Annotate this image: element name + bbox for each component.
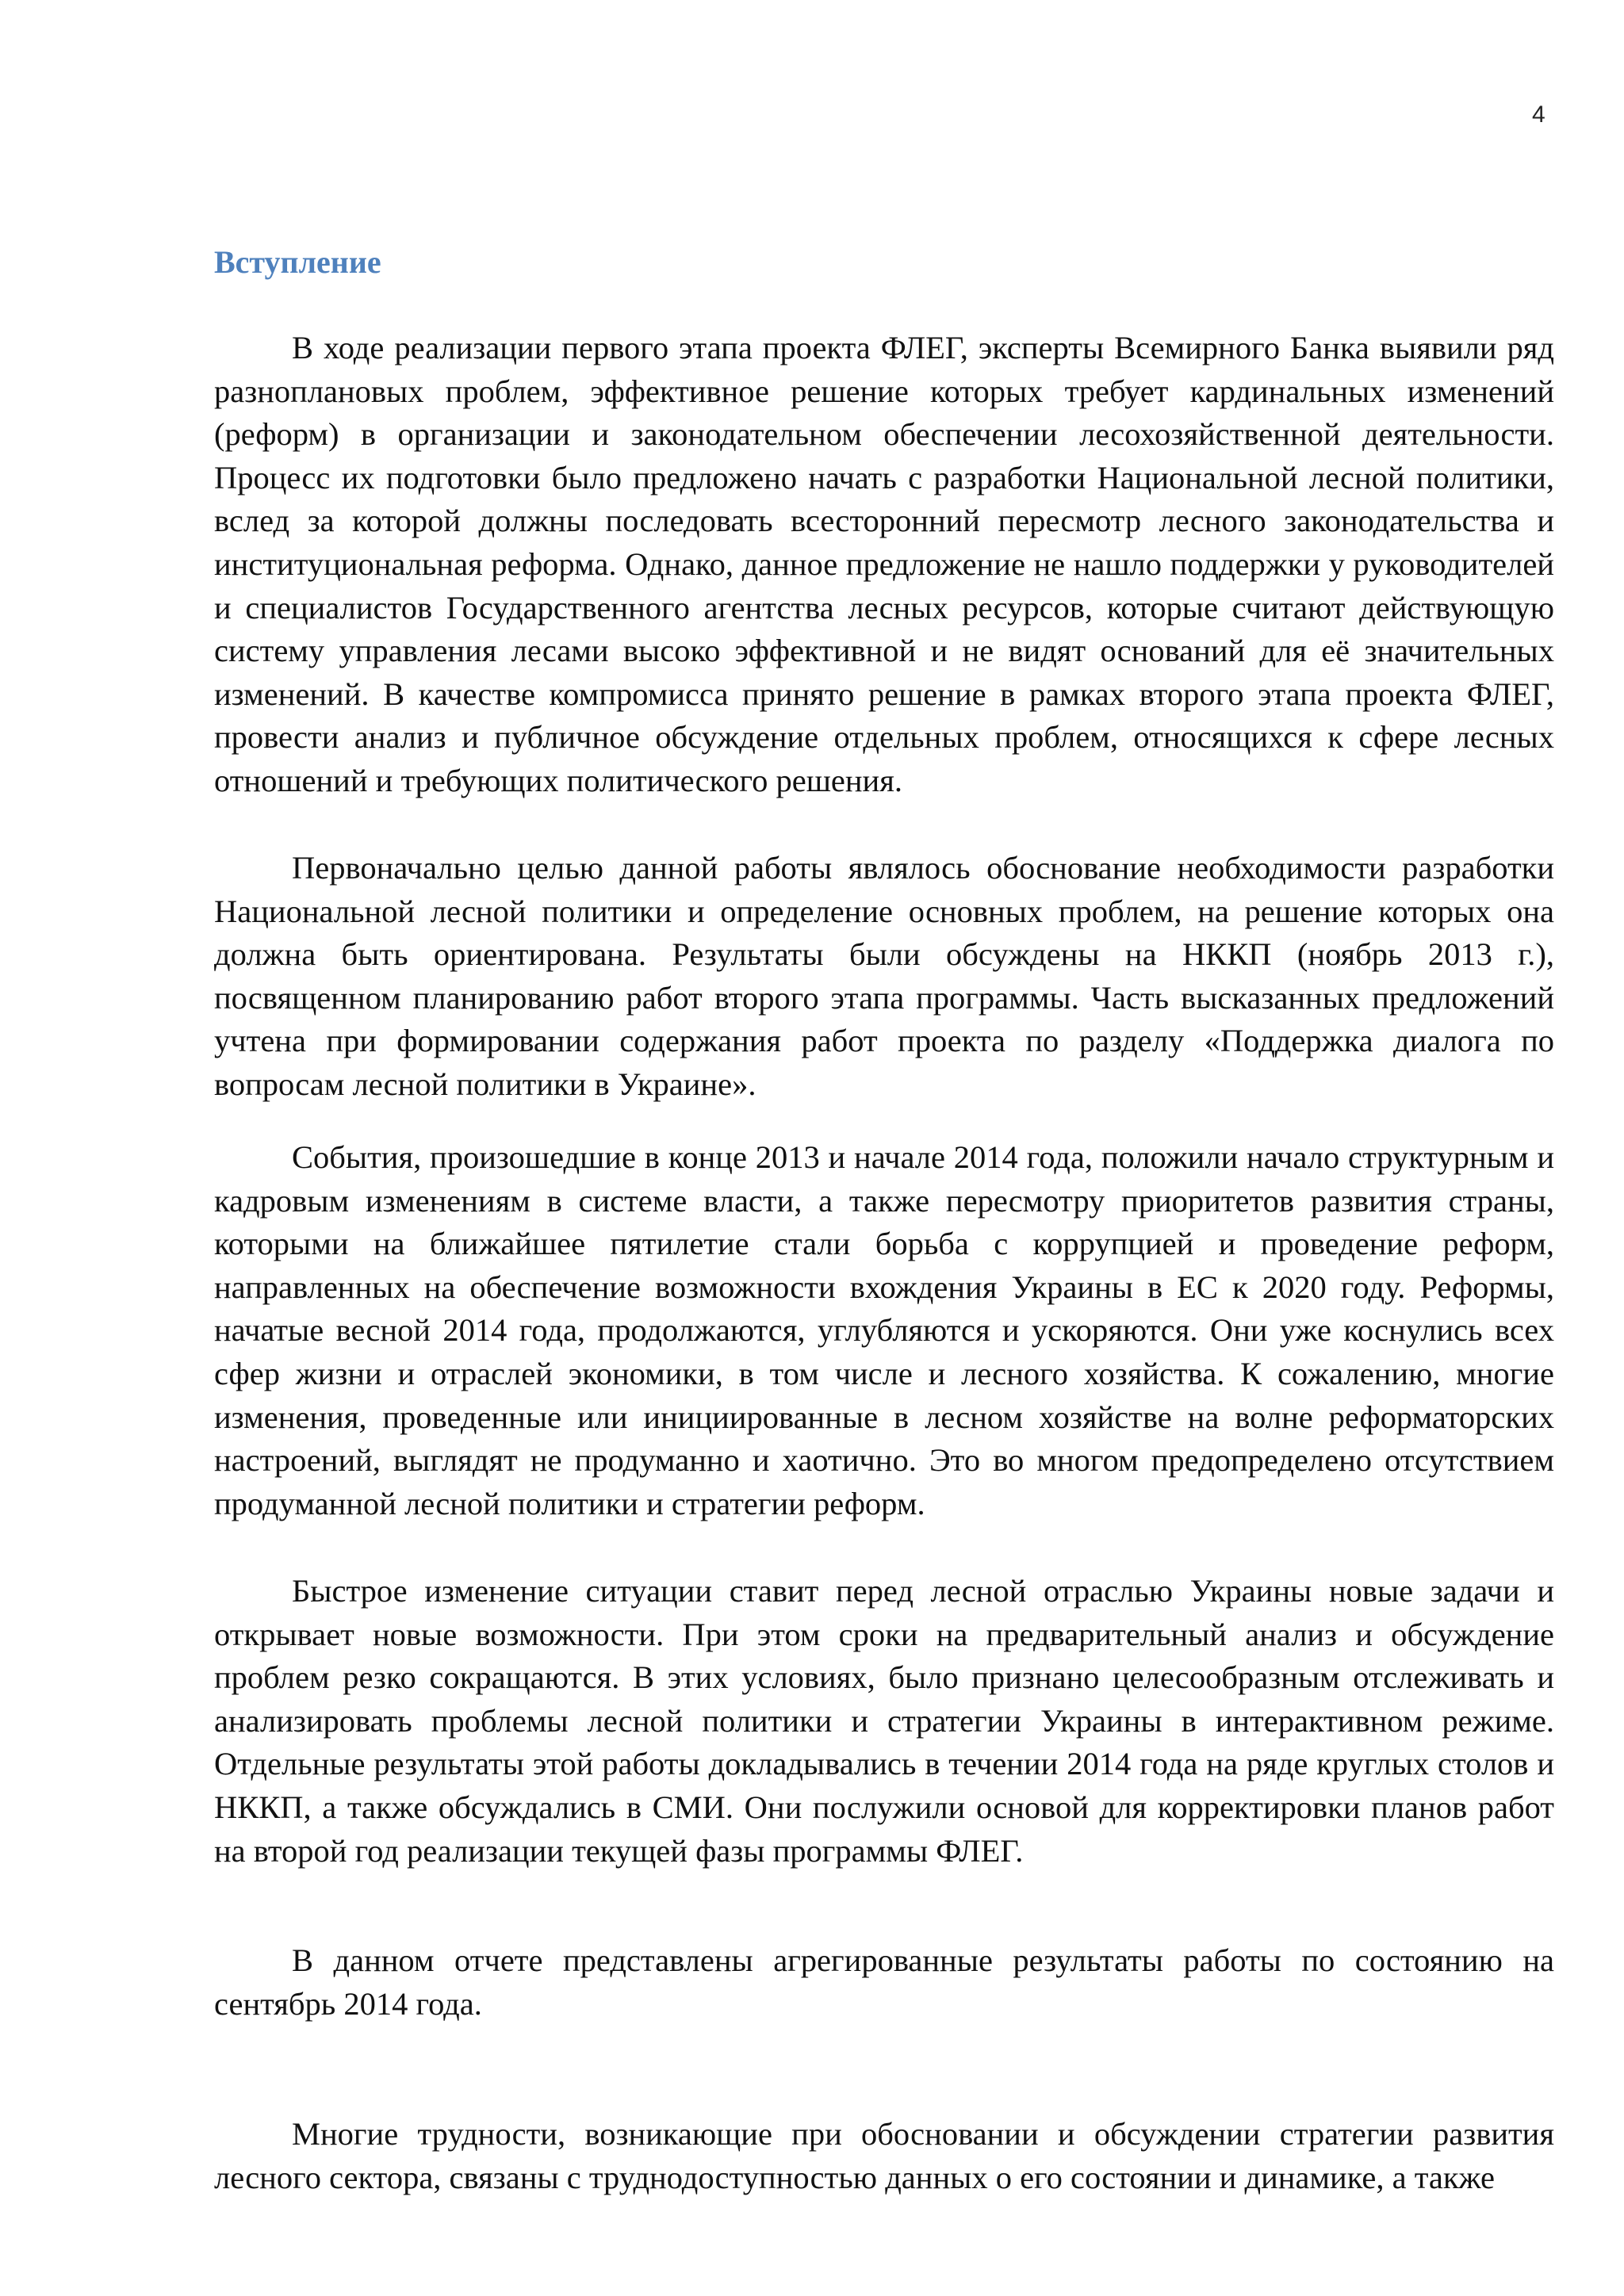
- paragraph-text: Первоначально целью данной работы являлось обоснование необходимости разработки Национальной лесной политики и определение основных проблем, на решение которых она должна быть ориентирована. Результаты были обсуждены на НККП (ноябрь 2013 г.), посвященном планированию работ второго этапа программы. Часть высказанных предложений учтена при формировании содержания работ проекта по разделу «Поддержка диалога по вопросам лесной политики в Украине».: [214, 850, 1554, 1102]
- paragraph-3: [214, 1136, 1554, 1525]
- paragraph-text: События, произошедшие в конце 2013 и начале 2014 года, положили начало структурным и кадровым изменениям в системе власти, а также пересмотру приоритетов развития страны, которыми на ближайшее пятилетие стали борьба с коррупцией и проведение реформ, направленных на обеспечение возможности вхождения Украины в ЕС к 2020 году. Реформы, начатые весной 2014 года, продолжаются, углубляются и ускоряются. Они уже коснулись всех сфер жизни и отраслей экономики, в том числе и лесного хозяйства. К сожалению, многие изменения, проведенные или инициированные в лесном хозяйстве на волне реформаторских настроений, выглядят не продуманно и хаотично. Это во многом предопределено отсутствием продуманной лесной политики и стратегии реформ.: [214, 1139, 1554, 1521]
- paragraph-5: [214, 1939, 1554, 2026]
- page-number: 4: [1532, 101, 1545, 128]
- paragraph-1: [214, 327, 1554, 803]
- paragraph-text: В данном отчете представлены агрегированные результаты работы по состоянию на сентябрь 2014 года.: [214, 1942, 1554, 2022]
- paragraph-text: Многие трудности, возникающие при обосновании и обсуждении стратегии развития лесного сектора, связаны с труднодоступностью данных о его состоянии и динамике, а также: [214, 2116, 1554, 2195]
- section-heading: Вступление: [214, 244, 381, 280]
- paragraph-text: Быстрое изменение ситуации ставит перед лесной отраслью Украины новые задачи и открывает новые возможности. При этом сроки на предварительный анализ и обсуждение проблем резко сокращаются. В этих условиях, было признано целесообразным отслеживать и анализировать проблемы лесной политики и стратегии Украины в интерактивном режиме. Отдельные результаты этой работы докладывались в течении 2014 года на ряде круглых столов и НККП, а также обсуждались в СМИ. Они послужили основой для корректировки планов работ на второй год реализации текущей фазы программы ФЛЕГ.: [214, 1573, 1554, 1869]
- paragraph-text: В ходе реализации первого этапа проекта ФЛЕГ, эксперты Всемирного Банка выявили ряд разноплановых проблем, эффективное решение которых требует кардинальных изменений (реформ) в организации и законодательном обеспечении лесохозяйственной деятельности. Процесс их подготовки было предложено начать с разработки Национальной лесной политики, вслед за которой должны последовать всесторонний пересмотр лесного законодательства и институциональная реформа. Однако, данное предложение не нашло поддержки у руководителей и специалистов Государственного агентства лесных ресурсов, которые считают действующую систему управления лесами высоко эффективной и не видят оснований для её значительных изменений. В качестве компромисса принято решение в рамках второго этапа проекта ФЛЕГ, провести анализ и публичное обсуждение отдельных проблем, относящихся к сфере лесных отношений и требующих политического решения.: [214, 330, 1554, 798]
- paragraph-2: [214, 847, 1554, 1107]
- paragraph-4: [214, 1570, 1554, 1873]
- paragraph-6: [214, 2113, 1554, 2199]
